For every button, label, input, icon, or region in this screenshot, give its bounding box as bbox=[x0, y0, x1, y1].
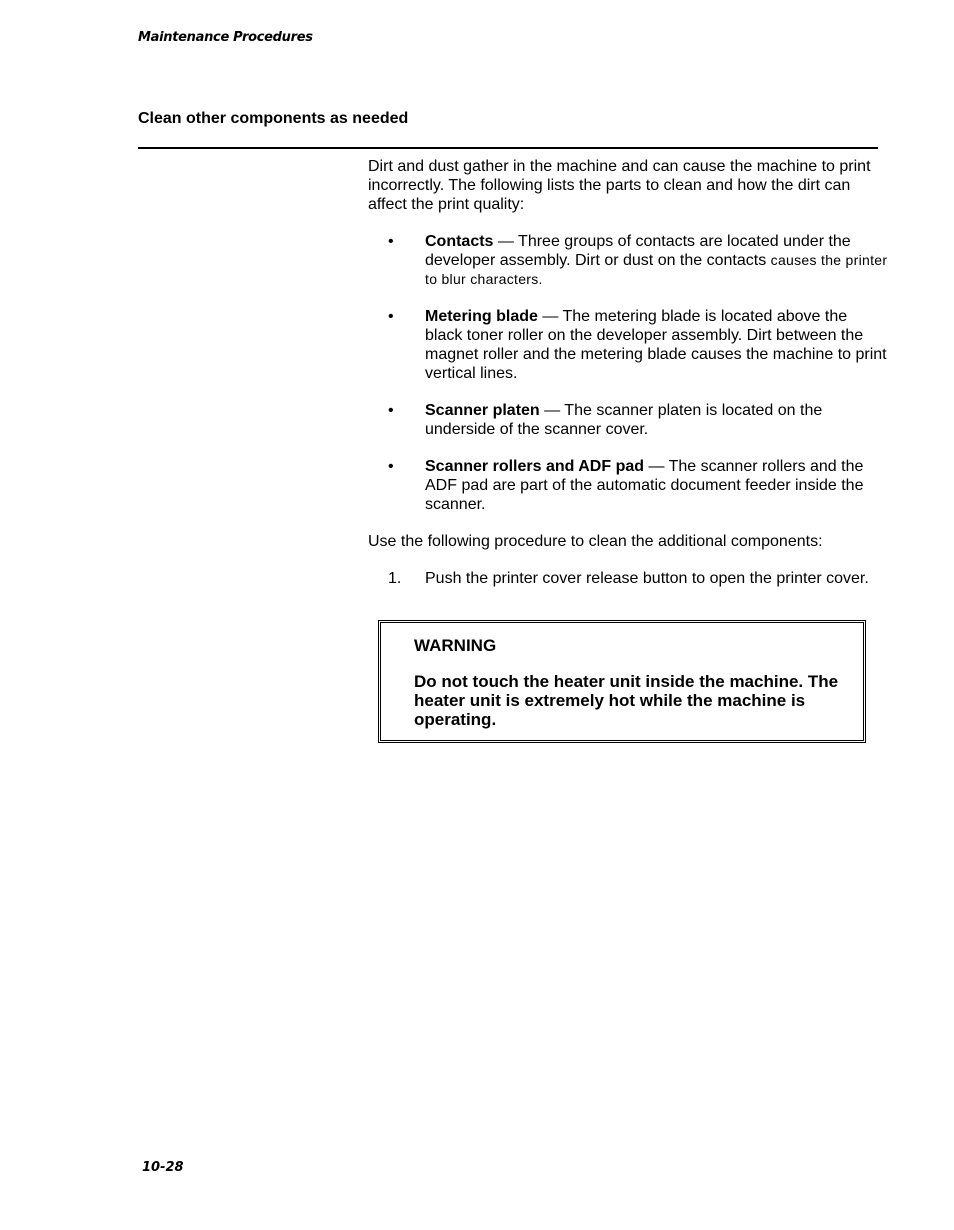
warning-title: WARNING bbox=[414, 636, 497, 655]
bullet-icon: • bbox=[388, 458, 394, 475]
step-number: 1. bbox=[388, 570, 402, 587]
bullet-icon: • bbox=[388, 308, 394, 325]
list-item bbox=[368, 232, 888, 289]
component-list bbox=[368, 232, 888, 514]
component-description: — The scanner platen is located on the underside of the scanner cover. bbox=[425, 402, 823, 438]
running-header: Maintenance Procedures bbox=[138, 30, 313, 45]
procedure-steps bbox=[368, 569, 888, 588]
section-heading: Clean other components as needed bbox=[138, 110, 409, 127]
component-term: Scanner platen bbox=[425, 402, 540, 419]
component-description: — The scanner rollers and the ADF pad are part of the automatic document feeder inside the scanner. bbox=[425, 458, 864, 513]
component-description: — The metering blade is located above the black toner roller on the developer assembly. Dirt between the magnet roller and the metering blade causes the machine to print vertical lines. bbox=[425, 308, 887, 382]
component-term: Metering blade bbox=[425, 308, 538, 325]
intro-paragraph: Dirt and dust gather in the machine and can cause the machine to print incorrectly. The following lists the parts to clean and how the dirt can affect the print quality: bbox=[368, 158, 871, 213]
bullet-icon: • bbox=[388, 402, 394, 419]
procedure-intro: Use the following procedure to clean the additional components: bbox=[368, 533, 823, 550]
component-term: Contacts bbox=[425, 233, 494, 250]
procedure-step bbox=[368, 569, 888, 588]
component-term: Scanner rollers and ADF pad bbox=[425, 458, 645, 475]
component-description-tail: causes the printer to blur characters. bbox=[425, 252, 888, 287]
list-item bbox=[368, 307, 888, 383]
page-number: 10-28 bbox=[142, 1160, 184, 1175]
component-description: — Three groups of contacts are located under the developer assembly. Dirt or dust on the contacts bbox=[425, 233, 851, 269]
section-divider bbox=[138, 147, 878, 149]
bullet-icon: • bbox=[388, 233, 394, 250]
warning-box bbox=[378, 620, 866, 743]
list-item bbox=[368, 401, 888, 439]
warning-text: Do not touch the heater unit inside the machine. The heater unit is extremely hot while the machine is operating. bbox=[414, 672, 839, 729]
section-body bbox=[368, 157, 888, 588]
step-text: Push the printer cover release button to open the printer cover. bbox=[425, 570, 869, 587]
list-item bbox=[368, 457, 888, 514]
warning-content bbox=[414, 636, 859, 729]
